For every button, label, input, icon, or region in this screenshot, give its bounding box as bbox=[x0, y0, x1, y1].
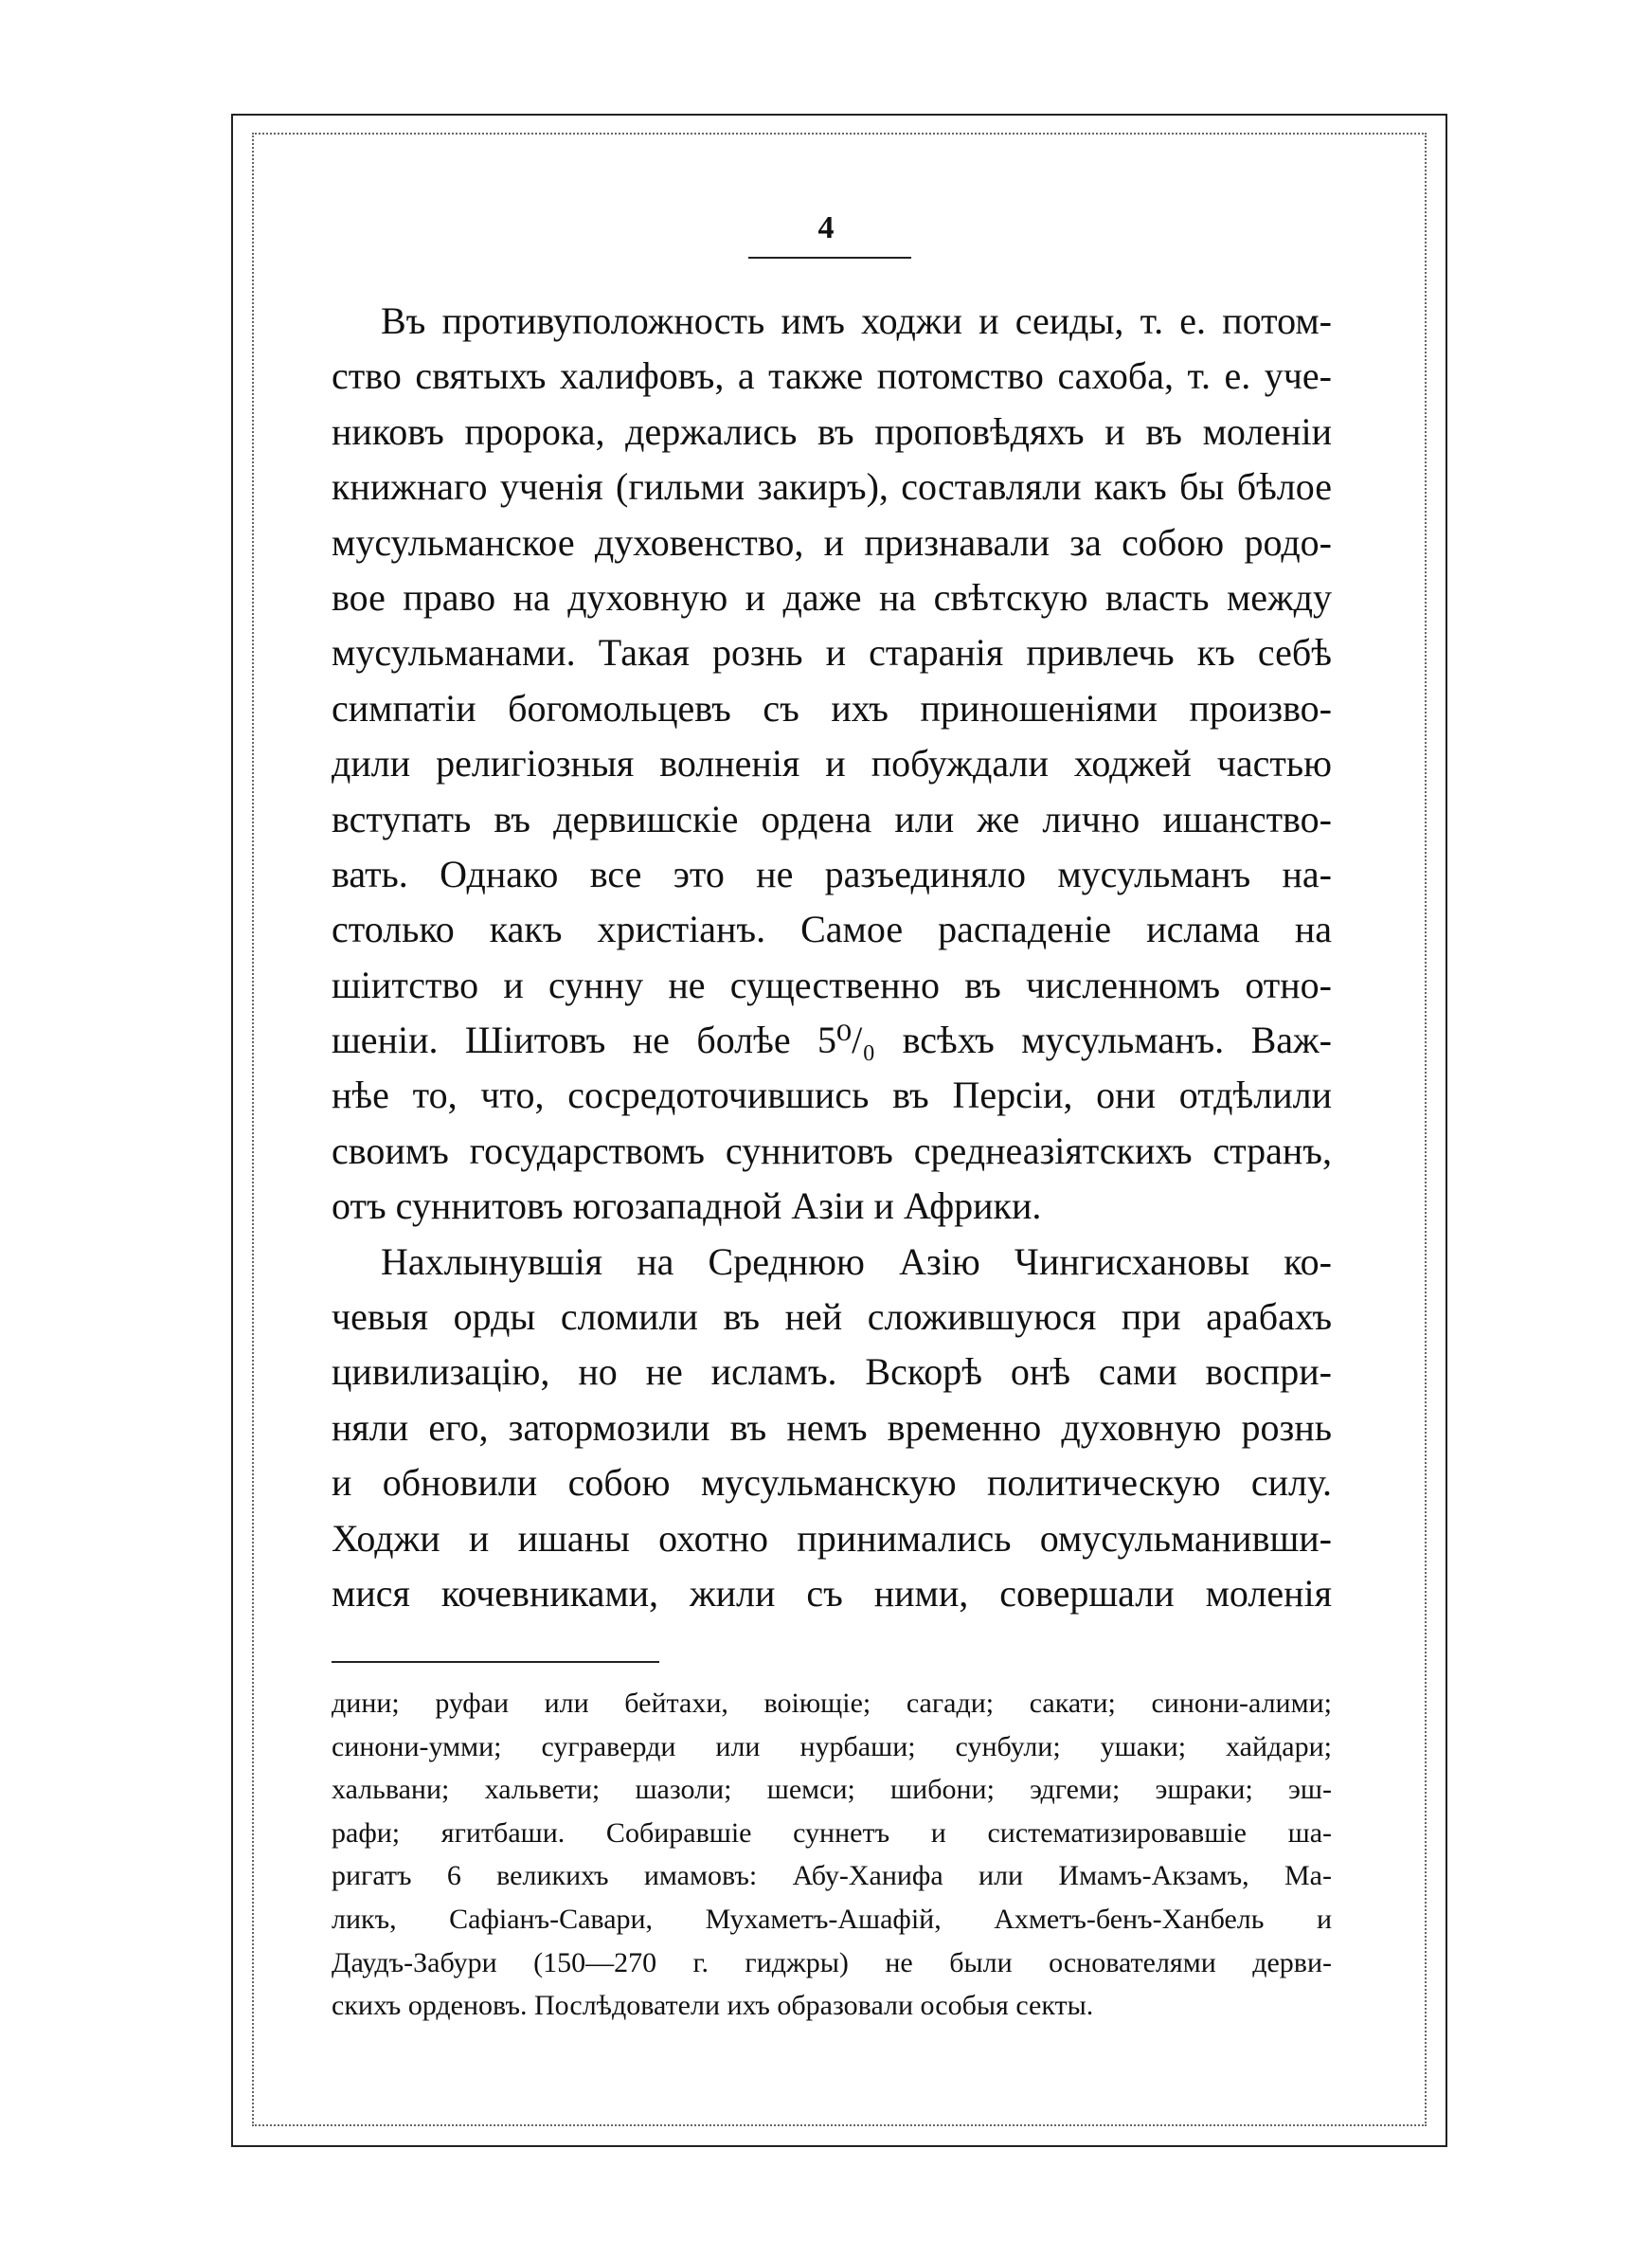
body-text bbox=[332, 294, 1332, 1621]
body-line: Нахлынувшія на Среднюю Азію Чингисхановы ко- bbox=[381, 1239, 1332, 1283]
body-line: шеніи. Шіитовъ не болѣе 5⁰/₀ всѣхъ мусульманъ. Важ- bbox=[332, 1019, 1332, 1062]
body-line: никовъ пророка, держались въ проповѣдяхъ и въ моленіи bbox=[332, 409, 1332, 453]
footnote-rule bbox=[332, 1661, 659, 1663]
footnote-line: синони-умми; сугравeрди или нурбаши; сунбули; ушаки; хайдари; bbox=[332, 1730, 1332, 1762]
footnote-line: хальвани; хальвети; шазоли; шемси; шибони; эдгеми; эшраки; эш- bbox=[332, 1774, 1332, 1806]
body-line: столько какъ христіанъ. Самое распаденіе ислама на bbox=[332, 908, 1332, 951]
footnote-line: ликъ, Сафіанъ-Савари, Мухаметъ-Ашафій, Ахметъ-бенъ-Ханбель и bbox=[332, 1903, 1332, 1935]
body-line: мусульманами. Такая рознь и старанія привлечь къ себѣ bbox=[332, 631, 1332, 675]
body-line: книжнаго ученія (гильми закиръ), составляли какъ бы бѣлое bbox=[332, 465, 1332, 509]
body-line: чевыя орды сломили въ ней сложившуюся при арабахъ bbox=[332, 1295, 1332, 1339]
footnote-line: скихъ орденовъ. Послѣдователи ихъ образовали особыя секты. bbox=[332, 1990, 1094, 2022]
body-line: мусульманское духовенство, и признавали за собою родо- bbox=[332, 520, 1332, 564]
page-number-rule bbox=[748, 257, 911, 259]
body-line: мися кочевниками, жили съ ними, совершали моленія bbox=[332, 1571, 1332, 1615]
body-line: Ходжи и ишаны охотно принимались омусульманивши- bbox=[332, 1516, 1332, 1560]
body-line: вступать въ дервишскіе ордена или же лично ишанство- bbox=[332, 797, 1332, 840]
body-line: вое право на духовную и даже на свѣтскую власть между bbox=[332, 575, 1332, 619]
body-line: нѣе то, что, сосредоточившись въ Персіи, они отдѣлили bbox=[332, 1074, 1332, 1117]
body-line: своимъ государствомъ суннитовъ среднеазіятскихъ странъ, bbox=[332, 1128, 1332, 1172]
body-line: дили религіозныя волненія и побуждали ходжей частью bbox=[332, 742, 1332, 785]
footnote-line: Даудъ-Забури (150—270 г. гиджры) не были основателями дерви- bbox=[332, 1946, 1332, 1978]
body-line: вать. Однако все это не разъединяло мусульманъ на- bbox=[332, 852, 1332, 895]
body-line: ство святыхъ халифовъ, а также потомство сахоба, т. е. уче- bbox=[332, 354, 1332, 398]
page-number: 4 bbox=[817, 210, 835, 245]
body-line: отъ суннитовъ югозападной Азіи и Африки. bbox=[332, 1184, 1042, 1228]
body-line: шіитство и сунну не существенно въ численномъ отно- bbox=[332, 963, 1332, 1006]
body-line: цивилизацію, но не исламъ. Вскорѣ онѣ сами воспри- bbox=[332, 1350, 1332, 1394]
footnote-block bbox=[332, 1682, 1332, 2028]
body-line: Въ противуположность имъ ходжи и сеиды, т. е. потом- bbox=[381, 299, 1332, 342]
footnote-line: рафи; ягитбаши. Собиравшіе суннетъ и систематизировавшіе ша- bbox=[332, 1816, 1332, 1849]
body-line: симпатіи богомольцевъ съ ихъ приношеніями произво- bbox=[332, 686, 1332, 730]
footnote-line: ригатъ 6 великихъ имамовъ: Абу-Ханифа или Имамъ-Акзамъ, Ма- bbox=[332, 1860, 1332, 1892]
body-line: няли его, затормозили въ немъ временно духовную рознь bbox=[332, 1405, 1332, 1449]
footnote-line: дини; руфаи или бейтахи, воіющіе; сагади; сакати; синони-алими; bbox=[332, 1688, 1332, 1719]
body-line: и обновили собою мусульманскую политическую силу. bbox=[332, 1461, 1332, 1505]
